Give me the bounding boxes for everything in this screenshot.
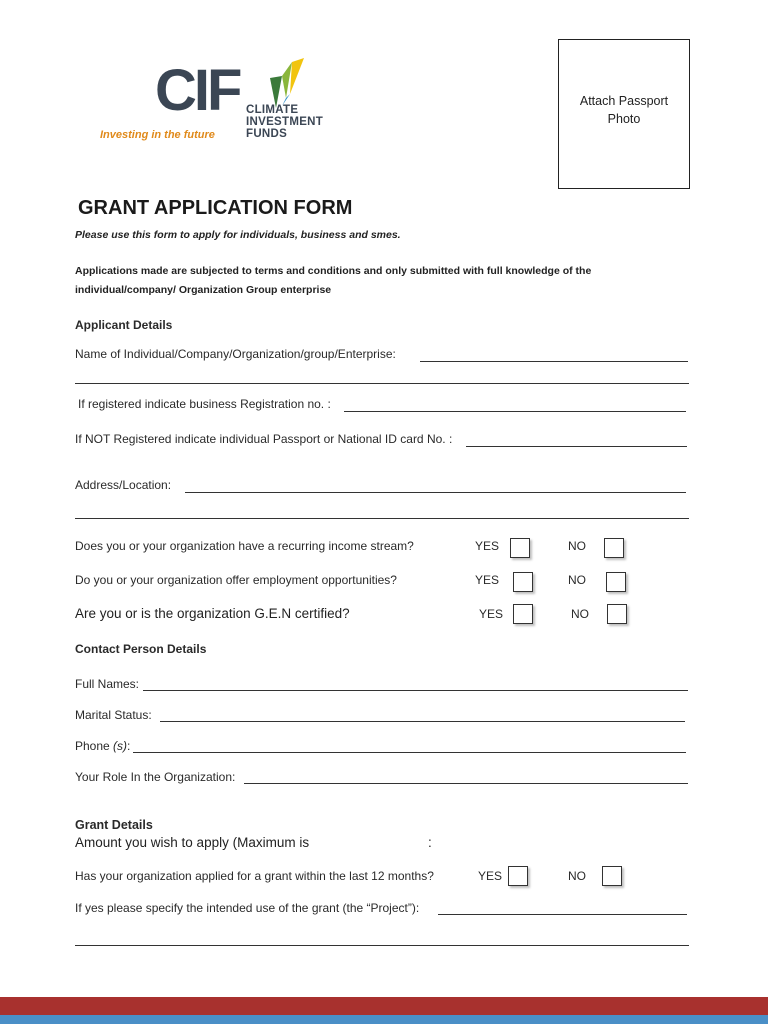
no-label: NO bbox=[568, 573, 586, 587]
role-field[interactable] bbox=[244, 783, 688, 784]
form-notice bbox=[75, 262, 675, 300]
yes-label: YES bbox=[478, 869, 503, 883]
income-yes-checkbox[interactable] bbox=[510, 538, 530, 558]
yes-label: YES bbox=[475, 539, 500, 553]
passport-photo-box[interactable] bbox=[558, 39, 690, 189]
name-field-continued[interactable] bbox=[75, 383, 689, 384]
marital-status-field[interactable] bbox=[160, 721, 685, 722]
logo-mark: CIF bbox=[155, 58, 240, 123]
role-label: Your Role In the Organization: bbox=[75, 770, 236, 784]
applied-no-checkbox[interactable] bbox=[602, 866, 622, 886]
logo-leaf-icon bbox=[262, 58, 306, 110]
question-employment: Do you or your organization offer employment opportunities? bbox=[75, 573, 397, 587]
project-field-continued[interactable] bbox=[75, 945, 689, 946]
form-subtitle: Please use this form to apply for individuals, business and smes. bbox=[75, 229, 401, 241]
applicant-details-heading: Applicant Details bbox=[75, 318, 173, 332]
amount-label: Amount you wish to apply (Maximum is bbox=[75, 835, 310, 850]
question-gen-certified: Are you or is the organization G.E.N certified? bbox=[75, 606, 350, 621]
amount-colon: : bbox=[428, 835, 432, 850]
contact-details-heading: Contact Person Details bbox=[75, 642, 207, 656]
full-names-label: Full Names: bbox=[75, 677, 140, 691]
yes-label: YES bbox=[479, 607, 504, 621]
logo-subtitle-line: FUNDS bbox=[246, 128, 288, 140]
grant-details-heading: Grant Details bbox=[75, 818, 153, 832]
full-names-field[interactable] bbox=[143, 690, 688, 691]
income-no-checkbox[interactable] bbox=[604, 538, 624, 558]
address-label: Address/Location: bbox=[75, 478, 172, 492]
name-field[interactable] bbox=[420, 361, 688, 362]
footer-red-bar bbox=[0, 997, 768, 1015]
logo-subtitle-line: INVESTMENT bbox=[246, 116, 324, 128]
photo-label-line: Attach Passport bbox=[579, 94, 669, 108]
marital-status-label: Marital Status: bbox=[75, 708, 152, 722]
address-field-continued[interactable] bbox=[75, 518, 689, 519]
id-label: If NOT Registered indicate individual Passport or National ID card No. : bbox=[75, 432, 453, 446]
notice-line: Applications made are subjected to terms and conditions and only submitted with full knowledge of the bbox=[75, 265, 592, 277]
gen-no-checkbox[interactable] bbox=[607, 604, 627, 624]
no-label: NO bbox=[568, 539, 586, 553]
gen-yes-checkbox[interactable] bbox=[513, 604, 533, 624]
photo-label-line: Photo bbox=[607, 112, 641, 126]
phone-field[interactable] bbox=[133, 752, 686, 753]
question-income-stream: Does you or your organization have a recurring income stream? bbox=[75, 539, 414, 553]
passport-photo-label bbox=[559, 92, 689, 128]
employment-no-checkbox[interactable] bbox=[606, 572, 626, 592]
project-field[interactable] bbox=[438, 914, 687, 915]
phone-label-text: Phone bbox=[75, 739, 114, 753]
address-field[interactable] bbox=[185, 492, 686, 493]
no-label: NO bbox=[571, 607, 589, 621]
name-label: Name of Individual/Company/Organization/group/Enterprise: bbox=[75, 347, 396, 361]
logo-subtitle bbox=[246, 104, 323, 140]
registration-label: If registered indicate business Registration no. : bbox=[78, 397, 331, 411]
footer-blue-bar bbox=[0, 1015, 768, 1024]
phone-label-colon: : bbox=[127, 739, 131, 753]
no-label: NO bbox=[568, 869, 586, 883]
id-field[interactable] bbox=[466, 446, 687, 447]
notice-line: individual/company/ Organization Group enterprise bbox=[75, 284, 332, 296]
logo-subtitle-line: CLIMATE bbox=[246, 104, 299, 116]
form-title: GRANT APPLICATION FORM bbox=[78, 197, 353, 219]
yes-label: YES bbox=[475, 573, 500, 587]
applied-grant-question: Has your organization applied for a grant within the last 12 months? bbox=[75, 869, 434, 883]
employment-yes-checkbox[interactable] bbox=[513, 572, 533, 592]
phone-label-plural: (s) bbox=[113, 739, 128, 753]
phone-label bbox=[75, 739, 130, 753]
logo-tagline: Investing in the future bbox=[100, 129, 215, 141]
project-label: If yes please specify the intended use of the grant (the “Project”): bbox=[75, 901, 420, 915]
applied-yes-checkbox[interactable] bbox=[508, 866, 528, 886]
registration-field[interactable] bbox=[344, 411, 686, 412]
